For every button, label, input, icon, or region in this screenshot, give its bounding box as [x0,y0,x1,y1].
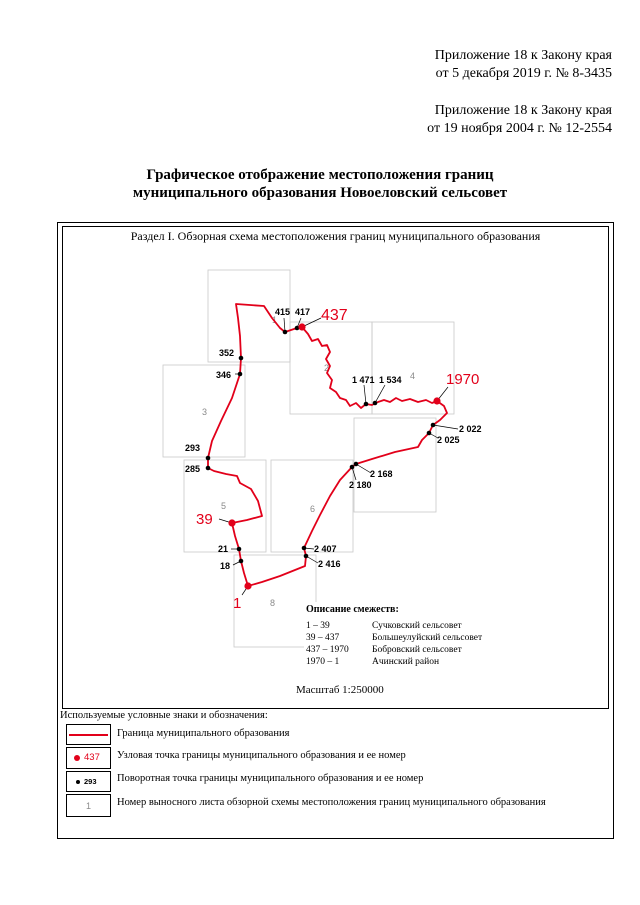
label-nodal-1: 1 [233,595,242,612]
document-title-line1: Графическое отображение местоположения границ [146,167,494,183]
appendix-current-line1: Приложение 18 к Закону края [434,48,612,63]
turning-point-1471 [364,402,369,407]
label-415: 415 [275,307,291,317]
turning-point-2407 [302,546,307,551]
label-352: 352 [219,348,235,358]
nodal-point-437 [298,323,305,330]
sheet-5-label: 5 [221,501,227,511]
adjacency-range: 1 – 39 [306,621,330,631]
section-title: Раздел I. Обзорная схема местоположения границ муниципального образования [130,229,541,243]
adjacency-description [304,602,484,669]
leader-1471 [364,385,366,404]
turning-point-346 [238,372,243,377]
document-title-line2: муниципального образования Новоеловский сельсовет [132,185,508,201]
adjacency-neighbor: Большеулуйский сельсовет [372,633,483,643]
adjacency-neighbor: Бобровский сельсовет [372,645,462,655]
label-346: 346 [216,370,232,380]
turning-point-2025 [427,431,432,436]
sheet-4-label: 4 [410,371,416,381]
adjacency-neighbor: Ачинский район [372,657,440,667]
legend-sheet-number-sample [66,794,111,817]
label-nodal-1970: 1970 [446,371,480,388]
label-293: 293 [185,443,201,453]
adjacency-row [306,656,482,668]
sheet-8-label: 8 [270,598,276,608]
label-2168: 2 168 [370,469,393,479]
turning-point-415 [283,330,288,335]
turning-point-21 [237,547,242,552]
label-nodal-39: 39 [196,511,213,528]
turning-point-sample-number: 293 [84,776,97,786]
leader-2022 [433,425,458,429]
label-417: 417 [295,307,311,317]
turning-point-285 [206,466,211,471]
sheet-3-label: 3 [202,407,208,417]
label-2022: 2 022 [459,424,482,434]
sheet-7-frame [354,418,436,512]
nodal-point-1 [244,582,251,589]
nodal-point-sample-number: 437 [84,752,100,763]
label-21: 21 [218,544,229,554]
label-1534: 1 534 [379,375,402,385]
turning-point-2180 [350,465,355,470]
sheet-number-sample: 1 [85,800,91,811]
nodal-point-1970 [433,397,440,404]
leader-2168 [356,464,371,473]
appendix-original-line1: Приложение 18 к Закону края [434,103,612,118]
turning-point-293 [206,456,211,461]
sheet-1-label: 1 [272,315,278,325]
sheet-6-label: 6 [310,504,316,514]
nodal-point-39 [228,519,235,526]
adjacency-title: Описание смежеств: [306,604,399,615]
label-2025: 2 025 [437,435,460,445]
boundary-line-sample [69,734,108,736]
sheet-2-label: 2 [324,363,330,373]
adjacency-neighbor: Сучковский сельсовет [372,621,462,631]
legend-nodal-point-sample [66,747,111,769]
turning-point-labels [185,307,482,571]
turning-point-2168 [354,462,359,467]
turning-point-2416 [304,554,309,559]
adjacency-row [306,632,482,644]
leader-lines [219,318,458,595]
turning-point-352 [239,356,244,361]
legend-sheet-number-label: Номер выносного листа обзорной схемы местоположения границ муниципального образования [117,797,546,808]
turning-point-18 [239,559,244,564]
adjacency-range: 437 – 1970 [306,645,349,655]
map-scale: Масштаб 1:250000 [296,684,384,696]
label-2180: 2 180 [349,480,372,490]
adjacency-range: 39 – 437 [306,633,340,643]
legend-boundary-label: Граница муниципального образования [117,728,290,739]
label-285: 285 [185,464,201,474]
adjacency-row [306,644,482,656]
label-18: 18 [220,561,231,571]
legend-boundary-sample [66,724,111,745]
adjacency-row [306,620,482,632]
legend-title: Используемые условные знаки и обозначения: [60,710,268,721]
turning-point-dot-icon [76,780,80,784]
appendix-original-line2: от 19 ноября 2004 г. № 12-2554 [427,121,612,136]
label-1471: 1 471 [352,375,375,385]
nodal-point-dot-icon [74,755,80,761]
label-nodal-437: 437 [321,307,348,324]
sheet-2-frame [290,322,372,414]
label-2416: 2 416 [318,559,341,569]
turning-point-1534 [373,401,378,406]
legend-turning-point-label: Поворотная точка границы муниципального образования и ее номер [117,773,424,784]
appendix-current-line2: от 5 декабря 2019 г. № 8-3435 [435,66,612,81]
legend-nodal-point-label: Узловая точка границы муниципального образования и ее номер [117,750,406,761]
label-2407: 2 407 [314,544,337,554]
legend-turning-point-sample [66,771,111,792]
adjacency-range: 1970 – 1 [306,657,340,667]
turning-point-2022 [431,423,436,428]
